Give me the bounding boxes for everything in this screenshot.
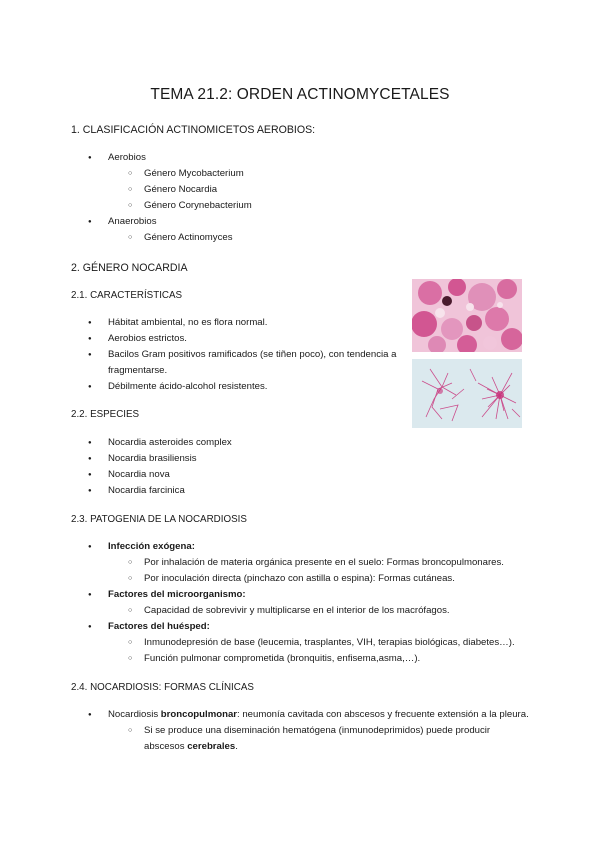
- section-2-heading: 2. GÉNERO NOCARDIA: [71, 262, 188, 274]
- section-1-heading: 1. CLASIFICACIÓN ACTINOMICETOS AEROBIOS:: [71, 124, 316, 136]
- subsection-2-2-heading: 2.2. ESPECIES: [71, 409, 140, 420]
- page-title: TEMA 21.2: ORDEN ACTINOMYCETALES: [150, 86, 450, 103]
- list-item-continuation: abscesos cerebrales.: [144, 741, 238, 752]
- subsection-2-4-heading: 2.4. NOCARDIOSIS: FORMAS CLÍNICAS: [71, 682, 254, 693]
- nocardia-stain-micrograph: [412, 279, 522, 352]
- list-item-continuation: fragmentarse.: [108, 365, 168, 376]
- nocardia-filaments-micrograph: [412, 359, 522, 428]
- subsection-2-3-heading: 2.3. PATOGENIA DE LA NOCARDIOSIS: [71, 514, 247, 525]
- subsection-2-1-heading: 2.1. CARACTERÍSTICAS: [71, 290, 183, 301]
